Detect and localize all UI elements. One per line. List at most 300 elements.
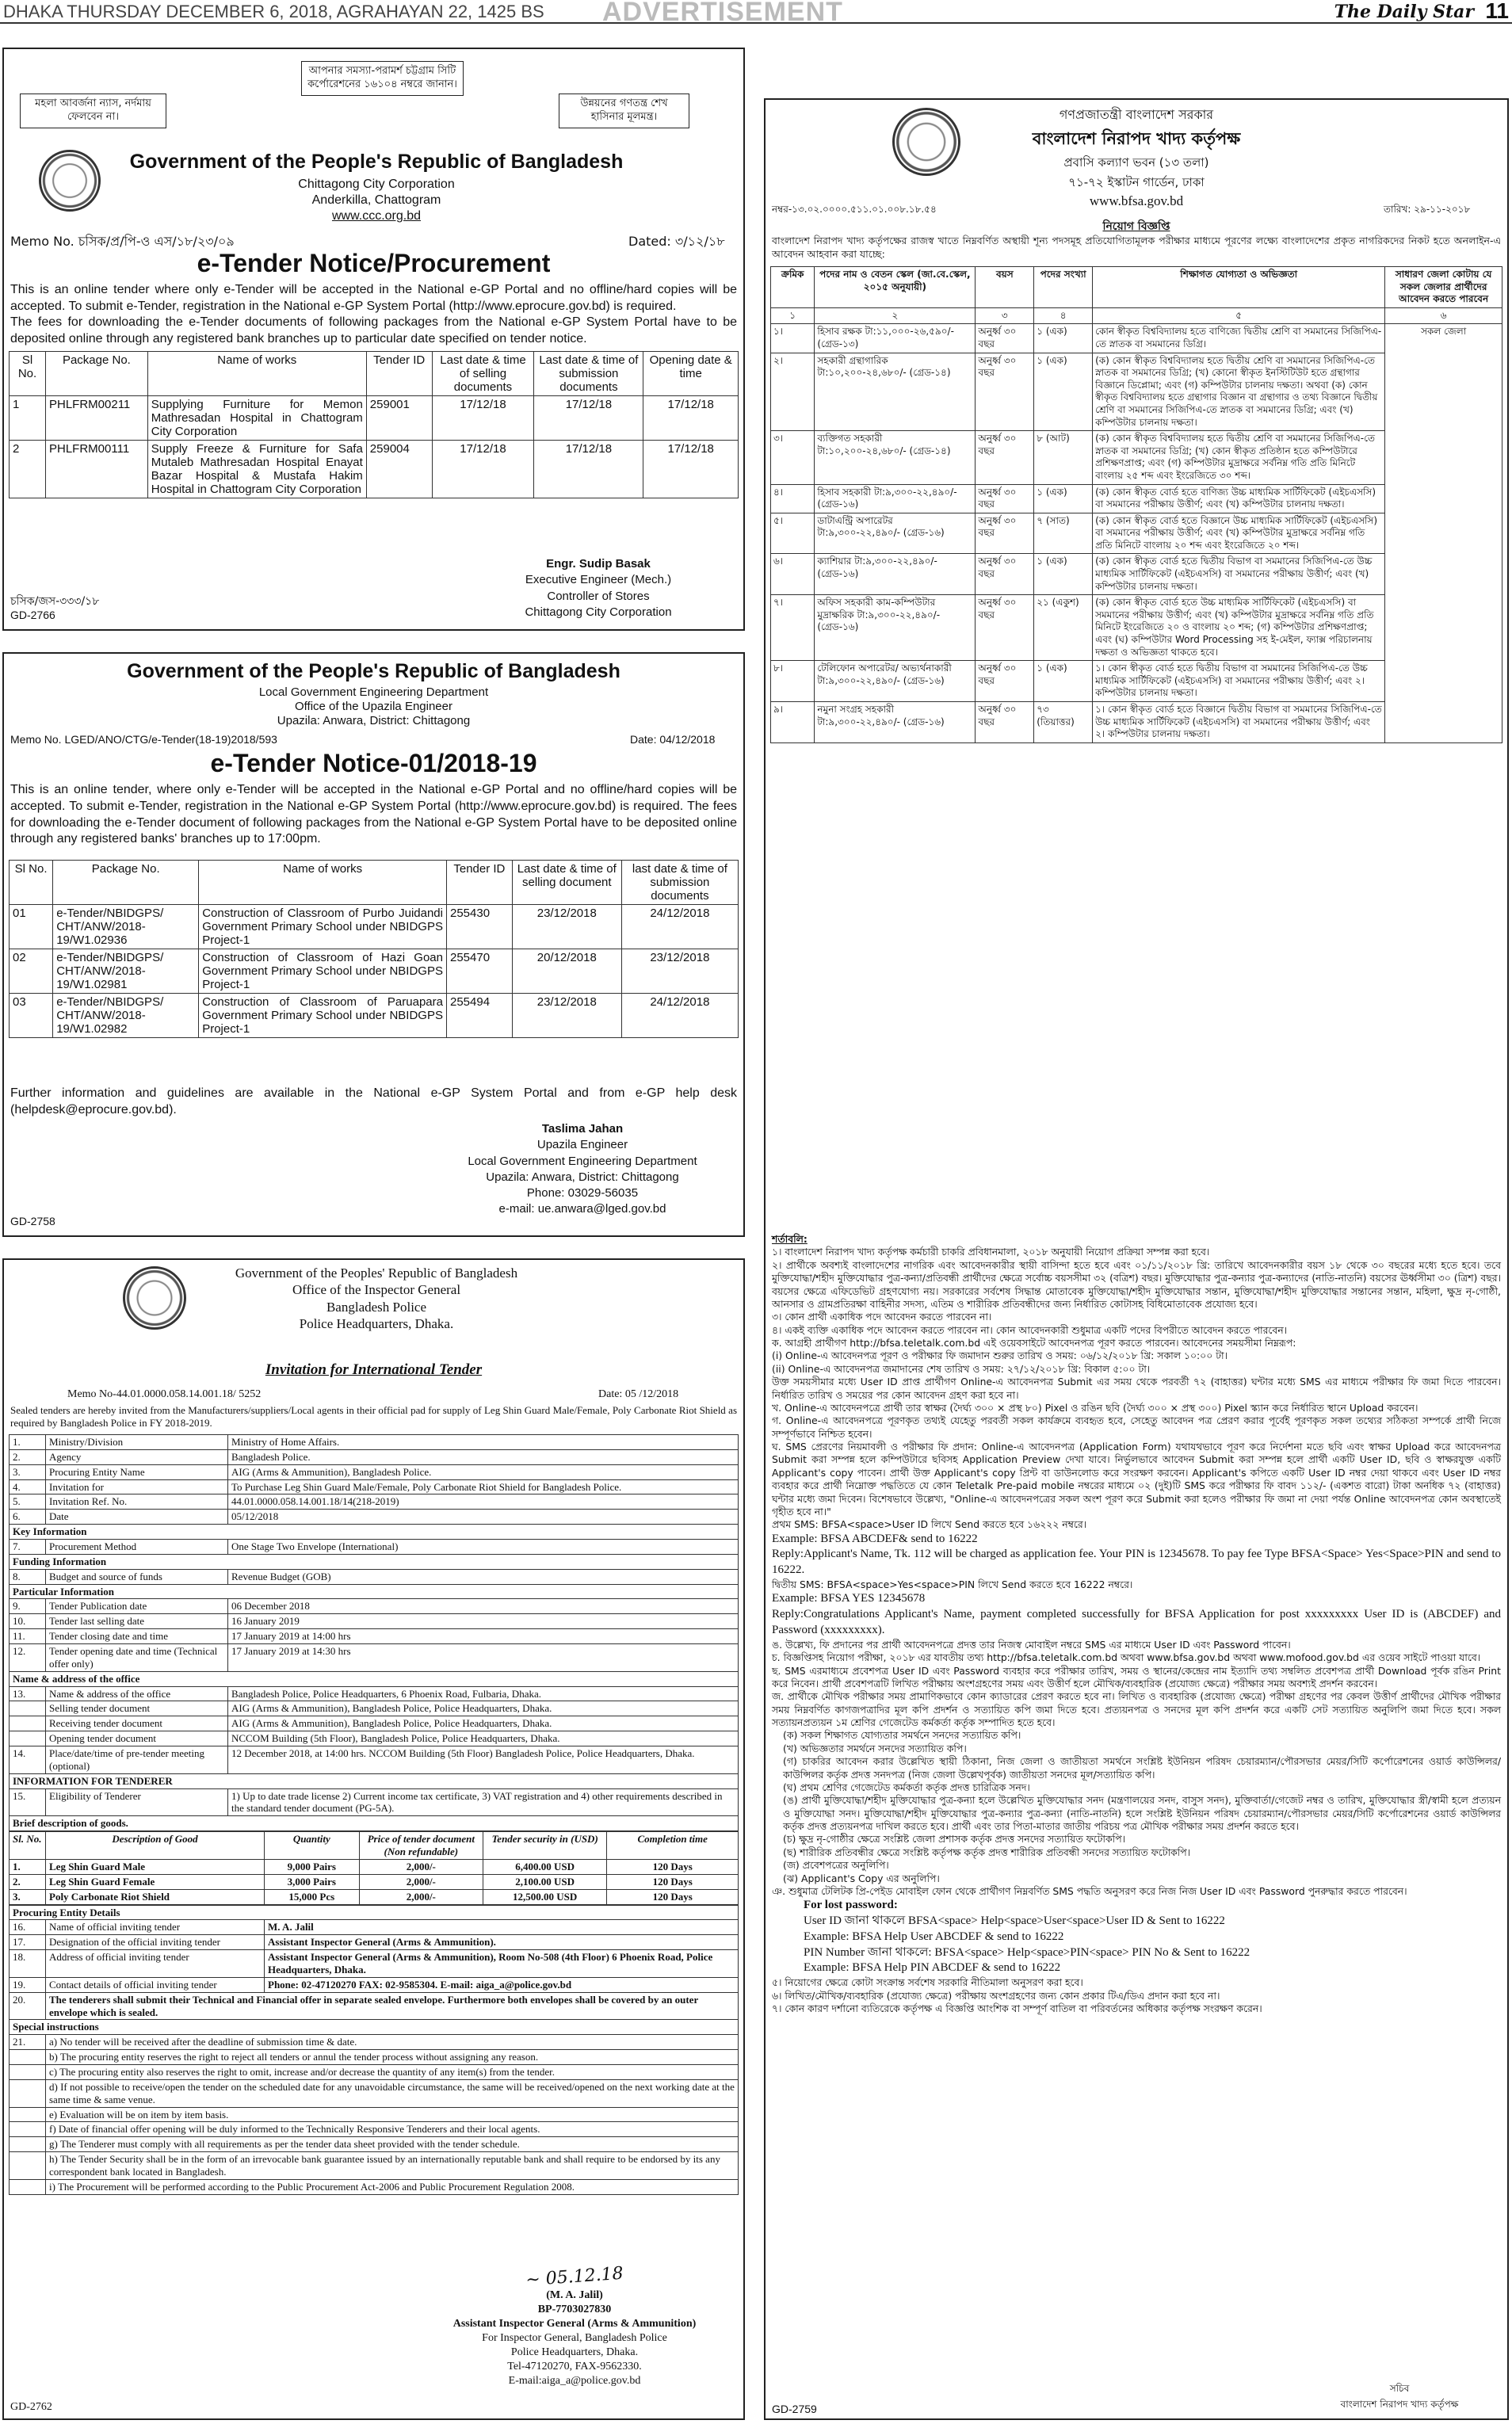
cell: 01 [10,905,53,949]
cell: 1. [10,1435,46,1450]
table-colnum-row [771,307,1502,324]
col-sl: Sl No. [10,352,46,396]
cell: Construction of Classroom of Purbo Juidandi Government Primary School under NBIDGPS Project-1 [199,905,447,949]
cell: 1. [10,1859,46,1874]
lost-password-line: User ID জানা থাকলে BFSA<space> Help<space>User<space>User ID & Sent to 16222 [804,1914,1225,1928]
table-row [10,1510,739,1525]
col-tender-id: Tender ID [446,861,512,905]
cell: সকল জেলা [1385,324,1502,742]
term-item: ৭। কোন কারণ দর্শানো ব্যতিরেকে কর্তৃপক্ষ এ বিজ্ঞপ্তি আংশিক বা সম্পূর্ণ বাতিল বা পরিবর্তনের অধিকার কর্তৃপক্ষ সংরক্ষণ করেন। [772,2002,1262,2015]
cell: Eligibility of Tenderer [46,1788,228,1816]
cell: ডাটাএন্ট্রি অপারেটর টা:৯,৩০০-২২,৪৯০/- (গ্রেড-১৬) [815,513,976,554]
cell: 2. [10,1449,46,1464]
cell: 120 Days [607,1859,739,1874]
ccc-address: Anderkilla, Chattogram [311,193,441,207]
cell: 18. [10,1950,46,1978]
masthead [0,0,1512,27]
sms-reply: Reply:Congratulations Applicant's Name, payment completed successfully for BFSA Application for post xxxxxxxxx User ID is (ABCDEF) and Password (xxxxxxxxx). [772,1608,1501,1636]
cell: ১ (এক) [1034,554,1093,595]
ccc-sig-line: Controller of Stores [547,589,650,603]
cell: e-Tender/NBIDGPS/ CHT/ANW/2018-19/W1.02936 [53,905,199,949]
ccc-sig-line: Executive Engineer (Mech.) [525,573,672,587]
cell: ১ (এক) [1034,661,1093,702]
cell: 19. [10,1977,46,1992]
table-row [10,905,739,949]
bfsa-table-wrap [770,266,1502,743]
cell: Tender security in (USD) [483,1832,606,1860]
handwritten-signature: ~ 05.12.18 [525,2263,624,2291]
cell: 02 [10,949,53,994]
cell: AIG (Arms & Ammunition), Bangladesh Police, Police Headquarters, Dhaka. [228,1701,739,1716]
table-header-row [10,861,739,905]
table-header-row [10,1832,739,1860]
cell: PHLFRM00211 [46,396,148,441]
cell: 05/12/2018 [228,1510,739,1525]
cell: ক্যাশিয়ার টা:৯,৩০০-২২,৪৯০/- (গ্রেড-১৬) [815,554,976,595]
section-label: Name & address of the office [10,1671,739,1686]
cell: e-Tender/NBIDGPS/ CHT/ANW/2018-19/W1.02981 [53,949,199,994]
cell: 1 [10,396,46,441]
lged-table [9,860,739,1038]
cell: Assistant Inspector General (Arms & Ammunition). [265,1935,739,1950]
cell: 4. [10,1479,46,1494]
cell: ১ [771,307,815,324]
ccc-slogan-right: উন্নয়নের গণতন্ত্র শেখ হাসিনার মূলমন্ত্র। [559,94,689,128]
lged-sig-name: Taslima Jahan [541,1122,624,1136]
table-row [10,1569,739,1584]
cell: f) Date of financial offer opening will be duly informed to the Technically Responsive Tenderers and their local agents. [46,2122,739,2137]
cell: g) The Tenderer must comply with all requirements as per the tender data sheet provided with the tender schedule. [46,2137,739,2152]
term-item: খ. Online-এ আবেদনপত্রে প্রার্থী তার স্বাক্ষর (দৈর্ঘ্য ৩০০ × প্রস্থ ৮০) Pixel ও রঙিন ছবি (দৈর্ঘ্য ৩০০ × প্রস্থ ৩০০) Pixel স্ক্যান করে নির্ধারিত স্থানে Upload করবেন। [772,1401,1418,1414]
table-row [10,1788,739,1816]
ccc-para2: The fees for downloading the e-Tender documents of following packages from the National e-GP System Portal have to be deposited online through any registered bank branches up to particular date specified on tender notice. [10,315,737,345]
lost-password-title: For lost password: [804,1899,898,1912]
paper-logo: The Daily Star [1334,2,1474,22]
cell: ৭ (সাত) [1034,513,1093,554]
term-item: ৪। একই ব্যক্তি একাধিক পদে আবেদন করতে পারবেন না। কোন আবেদনকারী শুধুমাত্র একটি পদের বিপরীতে আবেদন করতে পারবেন। [772,1323,1288,1336]
cell: (ক) কোন স্বীকৃত বিশ্ববিদ্যালয় হতে দ্বিতীয় শ্রেণি বা সমমানের সিজিপিএ-তে স্নাতক বা সমমানের ডিগ্রি; (খ) কোন স্বীকৃত প্রতিষ্ঠান হতে কম্পিউটারে প্রশিক্ষণপ্রাপ্ত; এবং (গ) কম্পিউটার মুদ্রাক্ষরে সর্বনিম্ন গতি প্রতি মিনিটে বাংলায় ২৫ শব্দ এবং ইংরেজিতে ৩০ শব্দ। [1093,431,1385,484]
cell: 2 [10,441,46,498]
section-label: ADVERTISEMENT [602,0,843,27]
term-item: (ক) সকল শিক্ষাগত যোগ্যতার সমর্থনে সনদের সত্যায়িত কপি। [783,1729,1021,1742]
cell: 2. [10,1874,46,1889]
table-row [10,396,739,441]
cell: Assistant Inspector General (Arms & Ammunition), Room No-508 (4th Floor) 6 Phoenix Road, Police Headquarters, Dhaka. [265,1950,739,1978]
cell: 3,000 Pairs [265,1874,360,1889]
cell [10,2137,46,2152]
cell: Tender opening date and time (Technical offer only) [46,1644,228,1672]
cell: টেলিফোন অপারেটর/ অভ্যর্থনাকারী টা:৯,৩০০-২২,৪৯০/- (গ্রেড-১৬) [815,661,976,702]
bfsa-ad [764,98,1509,2420]
cell: (ক) কোন স্বীকৃত বিশ্ববিদ্যালয় হতে দ্বিতীয় শ্রেণি বা সমমানের সিজিপিএ-তে স্নাতক বা সমমানের ডিগ্রি; (খ) কোনো স্বীকৃত ইনস্টিটিউট হতে গ্রন্থাগার বিজ্ঞানে ডিপ্লোমা; এবং (গ) কম্পিউটার চালনায় দক্ষতা। অথবা (ক) কোন স্বীকৃত বিশ্ববিদ্যালয় হতে গ্রন্থাগার বিজ্ঞান বা গ্রন্থাগার ও তথ্য বিজ্ঞানে দ্বিতীয় শ্রেণি বা সমমানের সিজিপিএ-তে স্নাতক বা সমমানের ডিগ্রি; এবং (খ) কম্পিউটার চালনায় দক্ষতা। [1093,353,1385,431]
table-row [10,1746,739,1774]
cell: ১ (এক) [1034,324,1093,353]
sms-step: প্রথম SMS: BFSA<space>User ID লিখে Send করতে হবে ১৬২২২ নম্বরে। [772,1518,1087,1531]
term-item: গ. Online-এ আবেদনপত্রে পূরণকৃত তথ্যই যেহেতু পরবর্তী সকল কার্যক্রমে ব্যবহৃত হবে, সেহেতু আবেদন পত্র প্রেরণ করার পূর্বেই পূরণকৃত সকল তথ্যের সঠিকতা সম্পর্কে প্রার্থী নিজে সম্পূর্ণভাবে নিশ্চিত হবেন। [772,1414,1501,1440]
ccc-ref: চসিক/জস-৩৩৩/১৮ [10,595,100,608]
cell: Invitation for [46,1479,228,1494]
cell [10,2152,46,2180]
ccc-slogan-left: মহলা আবর্জনা ন্যাস, নর্দমায় ফেলবেন না। [20,94,166,128]
col-sl: Sl No. [10,861,53,905]
cell: 12. [10,1644,46,1672]
police-header [123,1265,630,1332]
cell: 259004 [366,441,432,498]
cell: সহকারী গ্রন্থাগারিক টা:১০,২০০-২৪,৬৮০/- (গ্রেড-১৪) [815,353,976,431]
cell: অফিস সহকারী কাম-কম্পিউটার মুদ্রাক্ষরিক টা:৯,৩০০-২২,৪৯০/- (গ্রেড-১৬) [815,595,976,661]
police-intro: Sealed tenders are hereby invited from the Manufacturers/suppliers/Local agents in their official pad for supply of Leg Shin Guard Male/Female, Poly Carbonate Riot Shield as required by Bangladesh Police in FY 2018-2019. [10,1404,737,1430]
cell: অনুর্ধ্ব ৩০ বছর [976,702,1034,743]
police-gd: GD-2762 [10,2401,52,2413]
sms-example: Example: BFSA ABCDEF& send to 16222 [772,1532,978,1545]
table-row [10,1701,739,1716]
cell: d) If not possible to receive/open the tender on the scheduled date for any unavoidable circumstance, the same will be received/opened on the next working date at the same time & same venue. [46,2079,739,2107]
cell: Description of Good [46,1832,265,1860]
cell: 16. [10,1920,46,1935]
section-row [10,1584,739,1599]
cell: ১। কোন স্বীকৃত বোর্ড হতে বিজ্ঞানে দ্বিতীয় বিভাগ বা সমমানের সিজিপিএ-তে উচ্চ মাধ্যমিক সার্টিফিকেট (এইচএসসি) বা সমমানের পরীক্ষায় উত্তীর্ণ; এবং ২। কম্পিউটার চালনায় দক্ষতা। [1093,702,1385,743]
bfsa-sign-org: বাংলাদেশ নিরাপদ খাদ্য কর্তৃপক্ষ [1340,2399,1459,2410]
cell: Construction of Classroom of Paruapara Government Primary School under NBIDGPS Project-1 [199,994,447,1038]
table-row [10,2064,739,2079]
table-row [10,1644,739,1672]
cell: হিসাব সহকারী টা:৯,৩০০-২২,৪৯০/- (গ্রেড-১৬) [815,484,976,513]
lged-gov-heading: Government of the People's Republic of Bangladesh [127,660,620,682]
bfsa-sign: সচিব [1389,2383,1410,2394]
cell: Supply Freeze & Furniture for Safa Mutaleb Mathresadan Hospital Enayat Bazar Hospital & Mustafa Hakim Hospital in Chattogram City Corporation [147,441,366,498]
cell: ৩ [976,307,1034,324]
cell: c) The procuring entity also reserves the right to omit, increase and/or decrease the quantity of any item(s) from the tender. [46,2064,739,2079]
lged-memo: Memo No. LGED/ANO/CTG/e-Tender(18-19)2018/593 [10,733,277,746]
term-item: ৬। লিখিত/মৌখিক/ব্যবহারিক (প্রযোজ্য ক্ষেত্রে) পরীক্ষায় অংশগ্রহণের জন্য কোন প্রকার টিএ/ডিএ প্রদান করা হবে না। [772,1989,1220,2002]
cell: ২ [815,307,976,324]
term-item: ১। বাংলাদেশ নিরাপদ খাদ্য কর্তৃপক্ষ কর্মচারী চাকরি প্রবিধানমালা, ২০১৮ অনুযায়ী নিয়োগ প্রক্রিয়া সম্পন্ন করা হবে। [772,1246,1210,1258]
table-row [10,2079,739,2107]
cell: ৩। [771,431,815,484]
cell: Contact details of official inviting tender [46,1977,265,1992]
bfsa-memo: নম্বর-১৩.০২.০০০০.৫১১.০১.০০৮.১৮.৫৪ [772,204,937,215]
cell: 255494 [446,994,512,1038]
cell: অনুর্ধ্ব ৩০ বছর [976,431,1034,484]
col-works: Name of works [147,352,366,396]
cell: 17/12/18 [534,441,643,498]
table-row [771,324,1502,353]
cell: 23/12/2018 [512,994,621,1038]
cell: b) The procuring entity reserves the right to reject all tenders or annul the tender process without assigning any reason. [46,2050,739,2065]
table-row [10,2035,739,2050]
cell: 15,000 Pcs [265,1889,360,1904]
cell: 17 January 2019 at 14:00 hrs [228,1629,739,1644]
cell: (ক) কোন স্বীকৃত বোর্ড হতে বিজ্ঞানে উচ্চ মাধ্যমিক সার্টিফিকেট (এইচএসসি) বা সমমানের পরীক্ষায় উত্তীর্ণ; এবং (খ) কম্পিউটার মুদ্রাক্ষরে সর্বনিম্ন গতি প্রতি মিনিটে বাংলায় ২০ শব্দ এবং ইংরেজিতে ২০ শব্দ। [1093,513,1385,554]
lged-sig-line: e-mail: ue.anwara@lged.gov.bd [498,1202,666,1216]
lost-password-line: Example: BFSA Help PIN ABCDEF & send to 16222 [804,1961,1061,1975]
cell: নমুনা সংগ্রহ সহকারী টা:৯,৩০০-২২,৪৯০/- (গ্রেড-১৬) [815,702,976,743]
section-row [10,1554,739,1569]
term-item: (জ) প্রবেশপত্রের অনুলিপি। [783,1859,889,1872]
cell: Tender last selling date [46,1614,228,1629]
cell: অনুর্ধ্ব ৩০ বছর [976,484,1034,513]
lged-title: e-Tender Notice-01/2018-19 [210,749,537,777]
section-row [10,1671,739,1686]
ccc-title: e-Tender Notice/Procurement [197,249,551,277]
col-district: সাধারণ জেলা কোটায় যে সকল জেলার প্রার্থীদের আবেদন করতে পারবেন [1385,267,1502,308]
term-item: (চ) ক্ষুদ্র নৃ-গোষ্ঠীর ক্ষেত্রে সংশ্লিষ্ট জেলা প্রশাসক কর্তৃক প্রদত্ত সনদের সত্যায়িত ফটোকপি। [783,1833,1126,1846]
term-item: (ঘ) প্রথম শ্রেণির গেজেটেড কর্মকর্তা কর্তৃক প্রদত্ত চারিত্রিক সনদ। [783,1781,1030,1793]
cell: ২। [771,353,815,431]
police-header-line: Bangladesh Police [326,1299,427,1315]
cell: 1) Up to date trade license 2) Current income tax certificate, 3) VAT registration and 4) other requirements described in the standard tender document (PG-5A). [228,1788,739,1816]
terms-title: শর্তাবলি: [772,1233,808,1245]
section-row [10,1525,739,1540]
term-item: ঙ. উল্লেখ্য, ফি প্রদানের পর প্রার্থী আবেদনপত্রে প্রদত্ত তার নিজস্ব মোবাইল নম্বরে SMS এর মাধ্যমে User ID এবং Password পাবেন। [772,1638,1291,1651]
cell: 6,400.00 USD [483,1859,606,1874]
col-tender-id: Tender ID [366,352,432,396]
table-row [10,994,739,1038]
table-row [10,1435,739,1450]
police-header-line: Police Headquarters, Dhaka. [299,1315,454,1331]
cell: ৬ [1385,307,1502,324]
term-item: ক. আগ্রহী প্রার্থীগণ http://bfsa.teletalk.com.bd এই ওয়েবসাইটে আবেদনপত্র পূরণ করতে পারবেন। আবেদনের সময়সীমা নিম্নরূপ: [772,1337,1296,1349]
bfsa-header [766,105,1507,209]
col-package: Package No. [53,861,199,905]
section-row [10,2020,739,2035]
term-item: (ঝ) Applicant's Copy এর অনুলিপি। [783,1872,940,1884]
cell: 2,000/- [359,1889,483,1904]
cell: Price of tender document (Non refundable) [359,1832,483,1860]
cell [10,2064,46,2079]
term-item: (ছ) শারীরিক প্রতিবন্ধীর ক্ষেত্রে সংশ্লিষ্ট কর্তৃপক্ষ কর্তৃক প্রদত্ত শারীরিক প্রতিবন্ধী সনদের সত্যায়িত ফটোকপি। [783,1846,1191,1858]
police-goods-table [9,1831,739,1904]
table-row [10,1731,739,1746]
table-row [10,1614,739,1629]
cell: Ministry/Division [46,1435,228,1450]
cell: অনুর্ধ্ব ৩০ বছর [976,554,1034,595]
cell: Construction of Classroom of Hazi Goan Government Primary School under NBIDGPS Project-1 [199,949,447,994]
table-row [10,2137,739,2152]
cell: Procuring Entity Name [46,1464,228,1479]
sms-example: Example: BFSA YES 12345678 [772,1592,926,1605]
term-item: ২। প্রার্থীকে অবশ্যই বাংলাদেশের নাগরিক এবং আবেদনকারীর স্থায়ী বাসিন্দা হতে হবে এবং ০১/১১/২০১৮ খ্রি: তারিখে আবেদনকারীর বয়স ১৮ থেকে ৩০ বছরের মধ্যে হতে হবে। তবে মুক্তিযোদ্ধা/শহীদ মুক্তিযোদ্ধার পুত্র-কন্যা/প্রতিবন্ধী প্রার্থীদের ক্ষেত্রে সর্বোচ্চ বয়সসীমা ৩২ (বত্রিশ) বছর। মুক্তিযোদ্ধার পুত্র-কন্যার পুত্র-কন্যাদের (নাতি-নাতনি) বয়সের ঊর্ধ্বসীমা ৩০ (ত্রিশ) বছর। বয়সের ক্ষেত্রে এফিডেভিট গ্রহণযোগ্য নয়। সরকারের সর্বশেষ সিদ্ধান্ত মোতাবেক মুক্তিযোদ্ধা/শহীদ মুক্তিযোদ্ধার সন্তান, মুক্তিযোদ্ধা/শহীদ মুক্তিযোদ্ধার সন্তানের সন্তান, মহিলা, ক্ষুদ্র নৃ-গোষ্ঠী, আনসার ও গ্রামপ্রতিরক্ষা বাহিনীর সদস্য, এতিম ও শারীরিক প্রতিবন্ধীদের জন্য নির্ধারিত কোটাসহ বিধিমোতাবেক প্রযোজ্য হবে। [772,1258,1501,1310]
cell: Designation of the official inviting tender [46,1935,265,1950]
cell: Agency [46,1449,228,1464]
police-sig-line: For Inspector General, Bangladesh Police [482,2331,667,2344]
police-sig-name: (M. A. Jalil) [546,2289,603,2302]
cell: Leg Shin Guard Male [46,1859,265,1874]
cell: অনুর্ধ্ব ৩০ বছর [976,661,1034,702]
police-header-line: Government of the Peoples' Republic of Bangladesh [235,1265,518,1281]
cell: ১ (এক) [1034,484,1093,513]
ccc-signature [487,556,709,620]
cell: i) The Procurement will be performed according to the Public Procurement Act-2006 and Public Procurement Regulation 2008. [46,2179,739,2194]
lged-footer: Further information and guidelines are available in the National e-GP System Portal and from e-GP help desk (helpdesk@eprocure.gov.bd). [10,1086,737,1117]
cell: ৪ [1034,307,1093,324]
police-table-b [9,1905,739,2195]
cell: 255470 [446,949,512,994]
police-memo: Memo No-44.01.0000.058.14.001.18/ 5252 [67,1388,262,1400]
section-label: Procuring Entity Details [10,1905,739,1920]
lged-sig-line: Phone: 03029-56035 [526,1186,639,1200]
cell: 13. [10,1686,46,1701]
ccc-sig-line: Chittagong City Corporation [525,605,672,619]
cell: 11. [10,1629,46,1644]
ccc-org: Chittagong City Corporation [298,178,455,191]
table-row [10,1859,739,1874]
police-table-wrap [9,1434,739,2195]
term-item: ৩। কোন প্রার্থী একাধিক পদে আবেদন করতে পারবেন না। [772,1311,992,1323]
lged-para: This is an online tender, where only e-Tender will be accepted in the National e-GP Portal and no offline/hard copies will be accepted. To submit e-Tender, registration in the National e-GP System Portal (http://www.eprocure.gov.bd) is required. The fees for downloading the e-Tender document of following packages from the National e-GP System Portal have to be deposited online through any registered banks' branches up to 17:00pm. [10,783,737,846]
ccc-sig-name: Engr. Sudip Basak [546,557,651,571]
police-sig-bp: BP-7703027830 [537,2304,612,2316]
cell: 255430 [446,905,512,949]
cell: 14. [10,1746,46,1774]
table-row [10,1599,739,1614]
cell: Completion time [607,1832,739,1860]
sig-date: 05.12.18 [544,2263,624,2289]
cell: Sl. No. [10,1832,46,1860]
cell [10,1716,46,1731]
police-sig-line: Police Headquarters, Dhaka. [510,2346,639,2358]
police-table-a [9,1434,739,1831]
cell: 20. [10,1992,46,2020]
sms-reply: Reply:Applicant's Name, Tk. 112 will be charged as application fee. Your PIN is 12345678. To pay fee Type BFSA<Space> Yes<Space>PIN and send to 16222. [772,1548,1501,1577]
police-signature [448,2263,701,2388]
ccc-dated: Dated: ৩/১২/১৮ [628,234,725,249]
term-item: ঘ. SMS প্রেরণের নিয়মাবলী ও পরীক্ষার ফি প্রদান: Online-এ আবেদনপত্র (Application Form) যথাযথভাবে পূরণ করে নির্দেশনা মতে ছবি এবং স্বাক্ষর Upload করে আবেদনপত্র Submit করা সম্পন্ন হলে কম্পিউটারে ছবিসহ Application Preview দেখা যাবে। নির্ভুলভাবে আবেদন Submit করা সম্পন্ন হলে প্রার্থী একটি User ID, ছবি ও স্বাক্ষরযুক্ত একটি Applicant's copy পাবেন। প্রার্থী উক্ত Applicant's copy প্রিন্ট বা ডাউনলোড করে সংরক্ষণ করবেন। Applicant's কপিতে একটি User ID নম্বর দেয়া থাকবে এবং User ID নম্বর ব্যবহার করে প্রার্থী নিম্নোক্ত পদ্ধতিতে যে কোন Teletalk Pre-paid mobile নম্বরের মাধ্যমে ০২ (দুই)টি SMS করে পরীক্ষার ফি বাবদ ১১২/- (একশত বারো) টাকা অনধিক ৭২ (বাহাত্তর) ঘন্টার মধ্যে জমা দিবেন। বিশেষভাবে উল্লেখ্য, "Online-এ আবেদনপত্রের সকল অংশ পূরণ করে Submit করা হলেও পরীক্ষার ফি জমা না দেয়া পর্যন্ত Online আবেদনপত্র কোন অবস্থাতেই গৃহীত হবে না।" [772,1441,1501,1517]
cell: 2,000/- [359,1874,483,1889]
cell: অনুর্ধ্ব ৩০ বছর [976,324,1034,353]
cell: 16 January 2019 [228,1614,739,1629]
col-package: Package No. [46,352,148,396]
ccc-memo: Memo No. চসিক/প্র/পি-ও এস/১৮/২৩/০৯ [10,234,235,249]
bfsa-addr: ৭১-৭২ ইস্কাটন গার্ডেন, ঢাকা [1068,175,1205,189]
cell: ৭৩ (তিয়াত্তর) [1034,702,1093,743]
cell: অনুর্ধ্ব ৩০ বছর [976,353,1034,431]
term-item: ঞ. শুধুমাত্র টেলিটক প্রি-পেইড মোবাইল ফোন থেকে প্রার্থীগণ নিম্নবর্ণিত SMS পদ্ধতি অনুসরণ করে নিজ নিজ User ID এবং Password পুনরুদ্ধার করতে পারবেন। [772,1884,1407,1897]
bfsa-terms [772,1233,1501,2015]
cell: Opening tender document [46,1731,228,1746]
term-item: ছ. SMS এরমাধ্যমে প্রবেশপত্র User ID এবং Password ব্যবহার করে পরীক্ষার তারিখ, সময় ও স্থানের/কেন্দ্রের নাম ইত্যাদি তথ্য সম্বলিত প্রবেশপত্র প্রার্থী Download পূর্বক রঙিন Print করে নিবেন। প্রার্থী প্রবেশপত্রটি লিখিত পরীক্ষায় অংশগ্রহণের সময় এবং উত্তীর্ণ হলে মৌখিক/ব্যবহারিক (প্রযোজ্য ক্ষেত্রে) পরীক্ষার সময় অবশ্যই প্রদর্শন করবেন। [772,1664,1501,1689]
cell: 17/12/18 [534,396,643,441]
lged-table-wrap [9,860,739,1038]
col-qualification: শিক্ষাগত যোগ্যতা ও অভিজ্ঞতা [1093,267,1385,308]
cell [10,2107,46,2122]
ccc-ad [2,48,745,631]
col-opening: Opening date & time [643,352,739,396]
cell: 17/12/18 [432,396,534,441]
cell: One Stage Two Envelope (International) [228,1540,739,1555]
cell: (ক) কোন স্বীকৃত বোর্ড হতে বাণিজ্য উচ্চ মাধ্যমিক সার্টিফিকেট (এইচএসসি) বা সমমানের পরীক্ষায় উত্তীর্ণ; এবং (খ) কম্পিউটার চালনায় দক্ষতা। [1093,484,1385,513]
police-ad [2,1258,745,2420]
cell: Date [46,1510,228,1525]
section-label: Special instructions [10,2020,739,2035]
lged-line: Local Government Engineering Department [258,685,489,699]
cell: 17/12/18 [643,441,739,498]
dateline: DHAKA THURSDAY DECEMBER 6, 2018, AGRAHAYAN 22, 1425 BS [3,2,544,21]
cell: 10. [10,1614,46,1629]
cell: (ক) কোন স্বীকৃত বোর্ড হতে দ্বিতীয় বিভাগ বা সমমানের সিজিপিএ-তে উচ্চ মাধ্যমিক সার্টিফিকেট (এইচএসসি) বা সমমানের পরীক্ষায় উত্তীর্ণ; এবং (খ) কম্পিউটার চালনায় দক্ষতা। [1093,554,1385,595]
table-row [10,2050,739,2065]
ccc-gd: GD-2766 [10,609,55,621]
cell: Procurement Method [46,1540,228,1555]
cell: Tender Publication date [46,1599,228,1614]
cell: a) No tender will be received after the deadline of submission time & date. [46,2035,739,2050]
police-sig-line: Assistant Inspector General (Arms & Ammunition) [452,2317,697,2330]
cell: ১। কোন স্বীকৃত বোর্ড হতে দ্বিতীয় বিভাগ বা সমমানের সিজিপিএ-তে উচ্চ মাধ্যমিক সার্টিফিকেট (এইচএসসি) বা সমমানের পরীক্ষায় উত্তীর্ণ; এবং ২। কম্পিউটার চালনায় দক্ষতা। [1093,661,1385,702]
cell: Leg Shin Guard Female [46,1874,265,1889]
cell: PHLFRM00111 [46,441,148,498]
cell: ১ (এক) [1034,353,1093,431]
cell: h) The Tender Security shall be in the form of an irrevocable bank guarantee issued by an internationally reputable bank and shall require to be endorsed by its any correspondent bank located in Bangladesh. [46,2152,739,2180]
lged-sig-line: Upazila: Anwara, District: Chittagong [486,1170,679,1184]
term-item: (খ) অভিজ্ঞতার সমর্থনে সনদের সত্যায়িত কপি। [783,1742,967,1754]
cell: AIG (Arms & Ammunition), Bangladesh Police. [228,1464,739,1479]
cell: 23/12/2018 [512,905,621,949]
page-number: 11 [1485,0,1509,23]
bfsa-intro: বাংলাদেশ নিরাপদ খাদ্য কর্তৃপক্ষের রাজস্ব খাতে নিম্নবর্ণিত অস্থায়ী শূন্য পদসমূহ প্রতিযোগিতামূলক পরীক্ষার মাধ্যমে পূরণের লক্ষ্যে বাংলাদেশের প্রকৃত নাগরিকদের নিকট হতে অনলাইন-এ আবেদন আহবান করা যাচ্ছে: [772,235,1501,260]
col-submission: last date & time of submission documents [621,861,738,905]
cell: 259001 [366,396,432,441]
cell: 23/12/2018 [621,949,738,994]
ccc-gov-heading: Government of the People's Republic of Bangladesh [129,151,624,173]
col-post: পদের নাম ও বেতন স্কেল (জা.বে.স্কেল, ২০১৫ অনুযায়ী) [815,267,976,308]
cell: Receiving tender document [46,1716,228,1731]
cell: Ministry of Home Affairs. [228,1435,739,1450]
col-sl: ক্রমিক [771,267,815,308]
police-title: Invitation for International Tender [265,1361,483,1378]
cell: ৪। [771,484,815,513]
cell: 44.01.0000.058.14.001.18/14(218-2019) [228,1494,739,1510]
cell: Quantity [265,1832,360,1860]
police-header-line: Office of the Inspector General [292,1282,461,1298]
section-label: INFORMATION FOR TENDERER [10,1773,739,1788]
cell: ৯। [771,702,815,743]
term-item: (i) Online-এ আবেদনপত্র পূরণ ও পরীক্ষার ফি জমাদান শুরুর তারিখ ও সময়: ০৬/১২/২০১৮ খ্রি: সকাল ১০:০০ টা। [772,1349,1228,1362]
section-row [10,1816,739,1831]
bfsa-website[interactable]: www.bfsa.gov.bd [1089,193,1184,208]
cell: AIG (Arms & Ammunition), Bangladesh Police, Police Headquarters, Dhaka. [228,1716,739,1731]
table-row [10,1992,739,2020]
cell: 5. [10,1494,46,1510]
lged-line: Office of the Upazila Engineer [294,700,452,713]
cell: 2,000/- [359,1859,483,1874]
cell [10,2179,46,2194]
table-row [10,1629,739,1644]
cell: Supplying Furniture for Memon Mathresadan Hospital in Chattogram City Corporation [147,396,366,441]
ccc-website[interactable]: www.ccc.org.bd [331,209,422,223]
cell: 12,500.00 USD [483,1889,606,1904]
section-row [10,1773,739,1788]
section-label: Funding Information [10,1554,739,1569]
table-row [10,1950,739,1978]
cell: অনুর্ধ্ব ৩০ বছর [976,595,1034,661]
cell [10,2079,46,2107]
cell: Selling tender document [46,1701,228,1716]
term-item: চ. বিজ্ঞপ্তিসহ নিয়োগ পরীক্ষা, ২০১৮ এর যাবতীয় তথ্য http://bfsa.teletalk.com.bd অথবা www.bfsa.gov.bd অথবা www.mofood.gov.bd এর ওয়েব সাইটে পাওয়া যাবে। [772,1651,1481,1664]
cell: অনুর্ধ্ব ৩০ বছর [976,513,1034,554]
cell: 3. [10,1889,46,1904]
cell: ৮। [771,661,815,702]
table-row [10,949,739,994]
cell: 17/12/18 [432,441,534,498]
cell: To Purchase Leg Shin Guard Male/Female, Poly Carbonate Riot Shield for Bangladesh Police. [228,1479,739,1494]
cell: 120 Days [607,1874,739,1889]
table-header-row [10,352,739,396]
col-age: বয়স [976,267,1034,308]
cell: Tender closing date and time [46,1629,228,1644]
cell: 06 December 2018 [228,1599,739,1614]
term-item: জ. প্রার্থীকে মৌখিক পরীক্ষার সময় প্রামাণিকভাবে কোন ক্যাডারের প্রেরণ করতে হবে না। লিখিত ও ব্যবহারিক (প্রযোজ্য ক্ষেত্রে) পরীক্ষা গ্রহণের পর কেবল উত্তীর্ণ প্রার্থীদের মৌখিক পরীক্ষার সময় নিম্নবর্ণিত কাগজপত্রাদির মূল কপি প্রদর্শন ও সত্যায়িত কপি জমা দিতে হবে। প্রত্যয়নপত্র ও সনদের মূল কপি প্রদর্শন করে একটি সেট সত্যায়িত অনুলিপি জমা দিতে হবে। সকল সত্যায়নপ্রত্যয়ন ১ম শ্রেণির গেজেটেড কর্মকর্তা কর্তৃক সম্পাদিত হতে হবে। [772,1690,1501,1729]
col-selling: Last date & time of selling document [512,861,621,905]
